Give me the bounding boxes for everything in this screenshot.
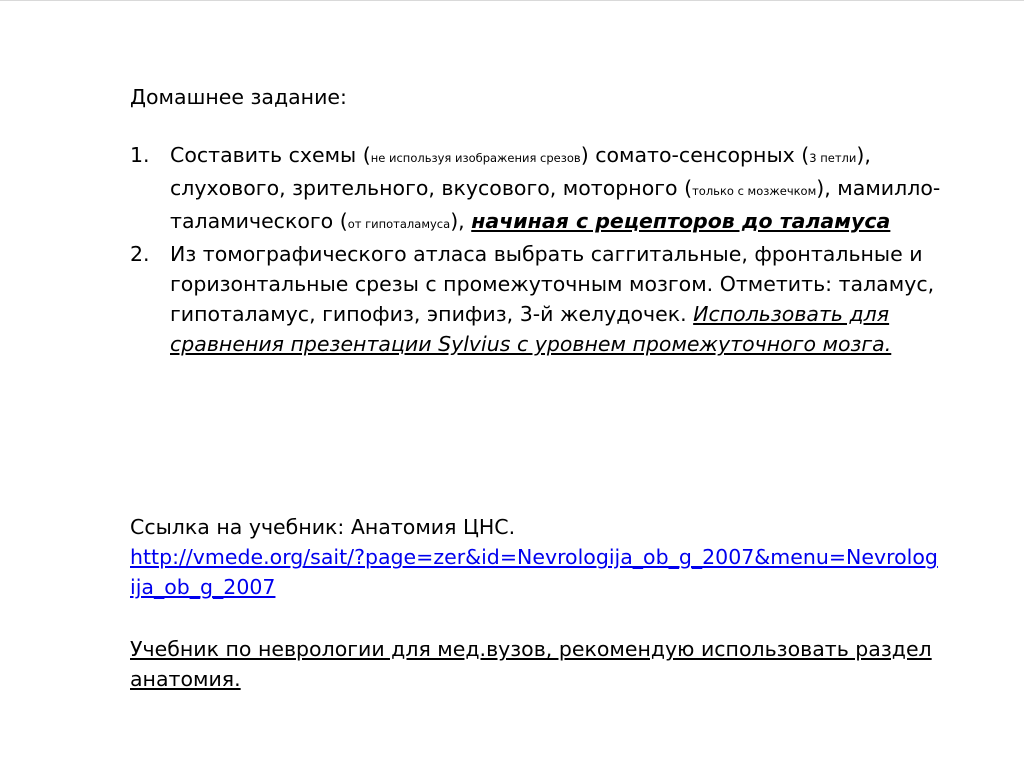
task-number: 2. (130, 242, 150, 266)
reference-label: Ссылка на учебник: Анатомия ЦНС. (130, 515, 516, 539)
task-item-2 (130, 239, 950, 359)
task-note: от гипоталамуса (347, 217, 451, 231)
reference-block (130, 512, 950, 694)
homework-block (130, 82, 950, 359)
task-emphasis: Использовать для сравнения презентации Sylvius с уровнем промежуточного мозга. (170, 302, 892, 356)
task-note: 3 петли (809, 151, 857, 165)
textbook-link[interactable]: http://vmede.org/sait/?page=zer&id=Nevrologija_ob_g_2007&menu=Nevrologija_ob_g_2007 (130, 545, 938, 599)
task-text: ), мамилло-таламического ( (170, 176, 941, 233)
task-number: 1. (130, 143, 150, 167)
homework-heading: Домашнее задание: (130, 85, 347, 109)
task-text: ) сомато-сенсорных ( (580, 143, 810, 167)
task-list (130, 140, 950, 359)
task-text: Из томографического атласа выбрать саггитальные, фронтальные и горизонтальные срезы с промежуточным мозгом. Отметить: таламус, гипоталамус, гипофиз, эпифиз, 3-й желудочек. (170, 242, 935, 326)
slide-border (0, 0, 1024, 1)
task-emphasis: начиная с рецепторов до таламуса (471, 209, 891, 233)
task-item-1 (130, 140, 950, 239)
textbook-note: Учебник по неврологии для мед.вузов, рекомендую использовать раздел анатомия. (130, 637, 932, 691)
task-note: только с мозжечком (692, 184, 817, 198)
task-text: Составить схемы ( (170, 143, 371, 167)
task-text: ), слухового, зрительного, вкусового, моторного ( (170, 143, 871, 200)
task-note: не используя изображения срезов (370, 151, 581, 165)
task-text: ), (450, 209, 472, 233)
